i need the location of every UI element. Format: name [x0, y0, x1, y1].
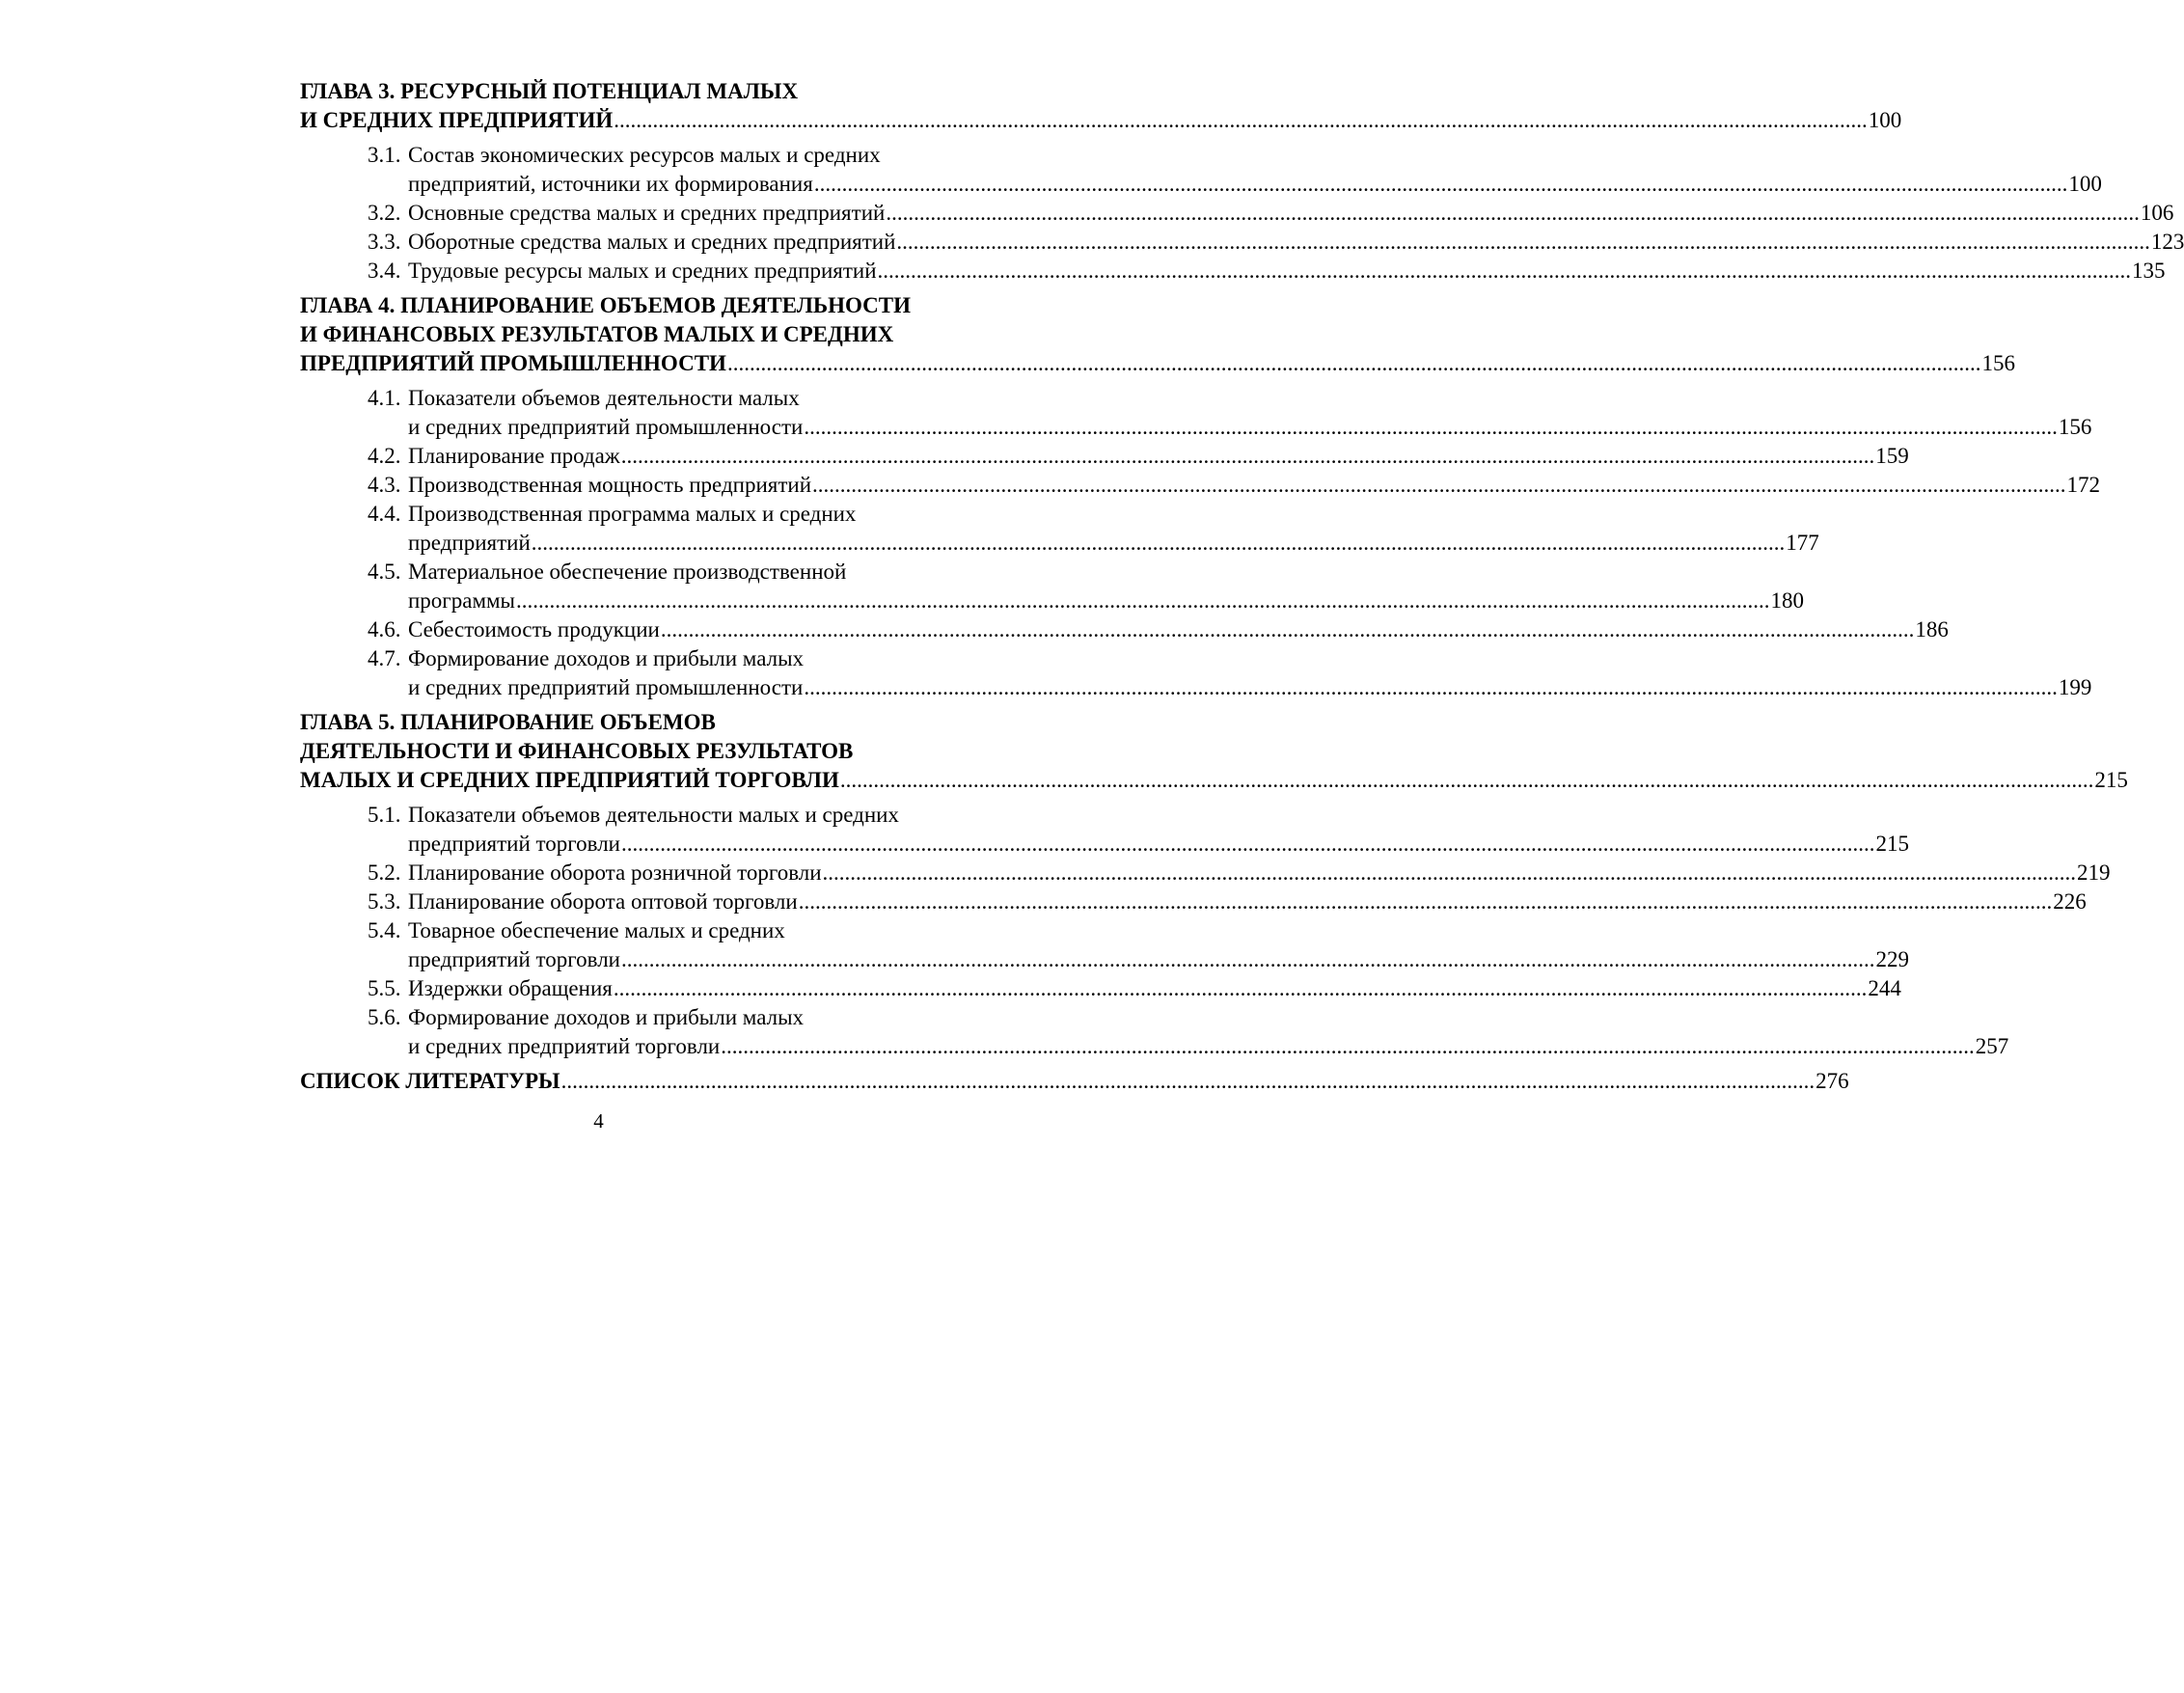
toc-section-entry	[300, 887, 2087, 916]
chapter-title-row	[300, 349, 2015, 378]
references-heading	[300, 1067, 1849, 1096]
dot-leader	[799, 887, 2053, 916]
dot-leader	[532, 529, 1786, 558]
dot-leader	[621, 830, 1875, 859]
section-number: 5.5.	[368, 976, 401, 1000]
section-body	[408, 615, 1949, 644]
section-title-row	[408, 945, 1909, 974]
section-title-row	[408, 615, 1949, 644]
section-title-last-line: Основные средства малых и средних предприятий	[408, 201, 886, 225]
section-line	[300, 471, 2101, 500]
section-body	[408, 887, 2087, 916]
dot-leader	[812, 471, 2066, 500]
toc-section-entry	[300, 558, 1805, 615]
section-title-last-line: Трудовые ресурсы малых и средних предприятий	[408, 259, 877, 283]
section-title-last-line: Планирование продаж	[408, 444, 620, 468]
section-line	[300, 442, 1909, 471]
section-page-number: 226	[2053, 889, 2087, 914]
section-title-row	[408, 830, 1909, 859]
section-title-row	[408, 257, 2166, 286]
chapter-title-row	[300, 106, 1902, 135]
chapter-title-last-line: ПРЕДПРИЯТИЙ ПРОМЫШЛЕННОСТИ	[300, 351, 726, 375]
section-title-line: Материальное обеспечение производственной	[408, 560, 847, 584]
toc-section-entry	[300, 1003, 2009, 1061]
toc-section-entry	[300, 916, 1909, 974]
section-body	[408, 199, 2173, 228]
section-page-number: 135	[2132, 259, 2166, 283]
dot-leader	[621, 945, 1875, 974]
dot-leader	[561, 1067, 1815, 1096]
section-page-number: 106	[2140, 201, 2174, 225]
section-title-last-line: предприятий торговли	[408, 832, 620, 856]
section-line	[300, 887, 2087, 916]
section-title-last-line: Производственная мощность предприятий	[408, 473, 812, 497]
section-title-line: Показатели объемов деятельности малых	[408, 386, 800, 410]
section-title-row	[408, 199, 2173, 228]
dot-leader	[814, 170, 2068, 199]
chapter-page-number: 100	[1868, 108, 1902, 132]
dot-leader	[804, 673, 2058, 702]
toc-section-entry	[300, 257, 2166, 286]
section-number: 5.4.	[368, 918, 401, 942]
section-body	[408, 644, 2091, 702]
section-title-row	[408, 887, 2087, 916]
dot-leader	[804, 413, 2058, 442]
dot-leader	[886, 199, 2140, 228]
section-number: 5.6.	[368, 1005, 401, 1029]
section-title-last-line: и средних предприятий торговли	[408, 1034, 721, 1058]
section-title-row	[408, 471, 2100, 500]
section-title-last-line: Себестоимость продукции	[408, 617, 660, 642]
section-title-last-line: программы	[408, 588, 516, 613]
toc-section-entry	[300, 384, 2092, 442]
toc-section-entry	[300, 471, 2101, 500]
toc-section-entry	[300, 644, 2092, 702]
section-number: 4.2.	[368, 444, 401, 468]
section-title-row	[408, 1032, 2008, 1061]
toc-section-entry	[300, 199, 2174, 228]
section-title-last-line: предприятий, источники их формирования	[408, 172, 813, 196]
dot-leader	[878, 257, 2132, 286]
toc-section-entry	[300, 859, 2111, 887]
chapter-heading	[300, 708, 2128, 795]
section-line	[300, 141, 2102, 199]
section-body	[408, 801, 1909, 859]
dot-leader	[721, 1032, 1975, 1061]
dot-leader	[896, 228, 2150, 257]
dot-leader	[614, 974, 1868, 1003]
section-title-line: Производственная программа малых и средних	[408, 502, 857, 526]
dot-leader	[661, 615, 1915, 644]
toc-section-entry	[300, 228, 2184, 257]
section-number: 5.1.	[368, 803, 401, 827]
section-line	[300, 228, 2184, 257]
section-title-line: Состав экономических ресурсов малых и средних	[408, 143, 881, 167]
section-number: 3.3.	[368, 230, 401, 254]
section-title-row	[408, 442, 1909, 471]
references-title: СПИСОК ЛИТЕРАТУРЫ	[300, 1069, 560, 1093]
section-number: 4.6.	[368, 617, 401, 642]
dot-leader	[614, 106, 1868, 135]
section-title-line: Показатели объемов деятельности малых и средних	[408, 803, 899, 827]
section-title-last-line: Оборотные средства малых и средних предприятий	[408, 230, 896, 254]
section-body	[408, 257, 2166, 286]
section-number: 4.4.	[368, 502, 401, 526]
section-page-number: 123	[2150, 230, 2184, 254]
section-page-number: 244	[1868, 976, 1901, 1000]
references-row	[300, 1067, 1849, 1096]
section-number: 4.5.	[368, 560, 401, 584]
section-number: 3.4.	[368, 259, 401, 283]
chapter-title-last-line: И СРЕДНИХ ПРЕДПРИЯТИЙ	[300, 108, 614, 132]
section-page-number: 177	[1786, 531, 1819, 555]
section-title-line: Формирование доходов и прибыли малых	[408, 646, 805, 670]
section-title-last-line: и средних предприятий промышленности	[408, 415, 804, 439]
section-line	[300, 500, 1819, 558]
section-title-last-line: Издержки обращения	[408, 976, 613, 1000]
toc-section-entry	[300, 442, 1909, 471]
toc-section-entry	[300, 500, 1819, 558]
section-body	[408, 916, 1909, 974]
dot-leader	[516, 587, 1770, 615]
section-number: 4.1.	[368, 386, 401, 410]
section-number: 3.1.	[368, 143, 401, 167]
section-title-line: Товарное обеспечение малых и средних	[408, 918, 785, 942]
section-body	[408, 384, 2091, 442]
section-page-number: 257	[1975, 1034, 2009, 1058]
dot-leader	[840, 766, 2094, 795]
section-title-row	[408, 974, 1901, 1003]
section-number: 4.7.	[368, 646, 401, 670]
section-body	[408, 1003, 2008, 1061]
section-line	[300, 916, 1909, 974]
dot-leader	[621, 442, 1875, 471]
section-title-row	[408, 587, 1804, 615]
section-page-number: 215	[1875, 832, 1909, 856]
page-number: 4	[593, 1109, 604, 1133]
table-of-contents	[300, 77, 2184, 1102]
chapter-title-line: ДЕЯТЕЛЬНОСТИ И ФИНАНСОВЫХ РЕЗУЛЬТАТОВ	[300, 739, 854, 763]
chapter-title-line: ГЛАВА 5. ПЛАНИРОВАНИЕ ОБЪЕМОВ	[300, 710, 716, 734]
section-line	[300, 859, 2111, 887]
toc-section-entry	[300, 801, 1909, 859]
section-line	[300, 558, 1805, 615]
section-title-last-line: предприятий	[408, 531, 531, 555]
section-page-number: 159	[1875, 444, 1909, 468]
section-page-number: 180	[1770, 588, 1805, 613]
section-body	[408, 228, 2184, 257]
references-page-number: 276	[1815, 1069, 1849, 1093]
section-line	[300, 199, 2174, 228]
section-number: 3.2.	[368, 201, 401, 225]
section-page-number: 229	[1875, 947, 1909, 971]
toc-section-entry	[300, 141, 2102, 199]
section-page-number: 172	[2066, 473, 2101, 497]
section-line	[300, 615, 1949, 644]
section-title-last-line: и средних предприятий промышленности	[408, 675, 804, 699]
toc-section-entry	[300, 615, 1949, 644]
section-line	[300, 257, 2166, 286]
section-body	[408, 141, 2102, 199]
section-body	[408, 859, 2111, 887]
section-page-number: 156	[2058, 415, 2092, 439]
section-line	[300, 1003, 2009, 1061]
section-title-last-line: Планирование оборота розничной торговли	[408, 860, 822, 885]
section-page-number: 186	[1915, 617, 1949, 642]
section-title-row	[408, 228, 2184, 257]
section-title-row	[408, 673, 2091, 702]
section-body	[408, 442, 1909, 471]
section-page-number: 219	[2077, 860, 2111, 885]
section-page-number: 199	[2058, 675, 2092, 699]
section-body	[408, 974, 1901, 1003]
section-number: 5.3.	[368, 889, 401, 914]
dot-leader	[823, 859, 2077, 887]
section-line	[300, 801, 1909, 859]
chapter-heading	[300, 291, 2015, 378]
section-line	[300, 384, 2092, 442]
toc-section-entry	[300, 974, 1901, 1003]
chapter-title-last-line: МАЛЫХ И СРЕДНИХ ПРЕДПРИЯТИЙ ТОРГОВЛИ	[300, 768, 839, 792]
section-line	[300, 644, 2092, 702]
chapter-title-line: И ФИНАНСОВЫХ РЕЗУЛЬТАТОВ МАЛЫХ И СРЕДНИХ	[300, 322, 894, 346]
chapter-page-number: 215	[2094, 768, 2128, 792]
chapter-title-line: ГЛАВА 4. ПЛАНИРОВАНИЕ ОБЪЕМОВ ДЕЯТЕЛЬНОСТИ	[300, 293, 912, 317]
section-body	[408, 471, 2100, 500]
section-page-number: 100	[2068, 172, 2102, 196]
section-body	[408, 558, 1804, 615]
section-title-row	[408, 413, 2091, 442]
section-title-row	[408, 170, 2102, 199]
section-body	[408, 500, 1819, 558]
section-title-line: Формирование доходов и прибыли малых	[408, 1005, 805, 1029]
section-number: 5.2.	[368, 860, 401, 885]
section-title-last-line: предприятий торговли	[408, 947, 620, 971]
dot-leader	[727, 349, 1981, 378]
section-line	[300, 974, 1901, 1003]
section-title-last-line: Планирование оборота оптовой торговли	[408, 889, 798, 914]
chapter-page-number: 156	[1981, 351, 2015, 375]
chapter-title-row	[300, 766, 2128, 795]
section-title-row	[408, 529, 1819, 558]
chapter-heading	[300, 77, 1902, 135]
section-number: 4.3.	[368, 473, 401, 497]
chapter-title-line: ГЛАВА 3. РЕСУРСНЫЙ ПОТЕНЦИАЛ МАЛЫХ	[300, 79, 799, 103]
section-title-row	[408, 859, 2111, 887]
